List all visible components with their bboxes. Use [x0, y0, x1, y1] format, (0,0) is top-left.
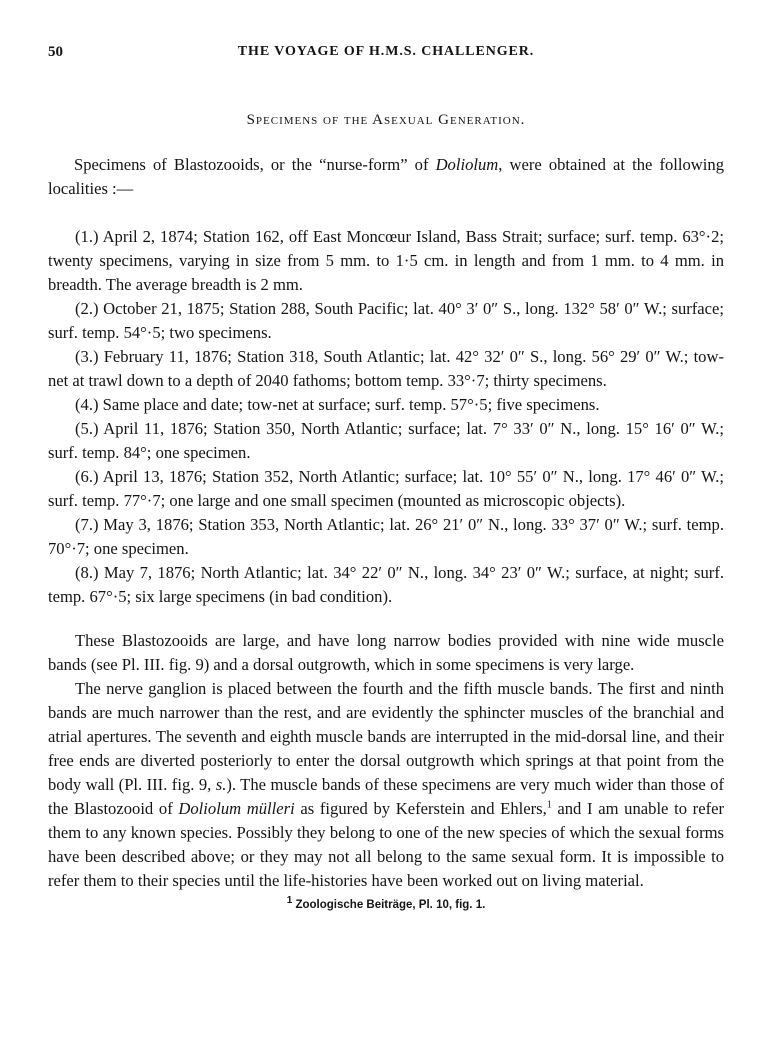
locality-item: (4.) Same place and date; tow-net at surface; surf. temp. 57°·5; five specimens.: [75, 395, 600, 414]
page-number: 50: [48, 44, 63, 60]
running-title: THE VOYAGE OF H.M.S. CHALLENGER.: [237, 44, 535, 59]
locality-item: (3.) February 11, 1876; Station 318, South Atlantic; lat. 42° 32′ 0″ S., long. 56° 29′ 0″ W.; tow-net at trawl down to a depth of 2040 fathoms; bottom temp. 33°·7; thirty specimens.: [48, 347, 724, 390]
locality-item: (7.) May 3, 1876; Station 353, North Atlantic; lat. 26° 21′ 0″ N., long. 33° 37′ 0″ W.; surf. temp. 70°·7; one specimen.: [48, 515, 724, 558]
section-title: Specimens of the Asexual Generation.: [246, 112, 526, 128]
description-paragraph: These Blastozooids are large, and have long narrow bodies provided with nine wide muscle bands (see Pl. III. fig. 9) and a dorsal outgrowth, which in some specimens is very large.: [48, 631, 724, 674]
page: [48, 44, 724, 911]
anatomy-text-1: The nerve ganglion is placed between the fourth and the fifth muscle bands. The first and ninth bands are much narrower than the rest, and are evidently the sphincter muscles of the branchial and atrial apertures. The seventh and eighth muscle bands are interrupted in the mid-dorsal line, and their free ends are diverted posteriorly to enter the dorsal outgrowth which springs at that point from the body wall (Pl. III. fig. 9,: [48, 679, 724, 794]
species-name: Doliolum mülleri: [178, 799, 295, 818]
intro-text-end: , were obtained at the following localities :—: [48, 155, 724, 198]
locality-item: (8.) May 7, 1876; North Atlantic; lat. 34° 22′ 0″ N., long. 34° 23′ 0″ W.; surface, at night; surf. temp. 67°·5; six large specimens (in bad condition).: [48, 563, 724, 606]
footnote-number: 1: [286, 895, 293, 907]
figure-reference: s.: [215, 775, 227, 794]
discussion: [48, 629, 724, 893]
page-header: [48, 44, 724, 66]
intro-paragraph: [48, 153, 724, 201]
footnote-marker: 1: [546, 799, 552, 811]
localities-list: [48, 225, 724, 609]
footnote: [48, 895, 724, 911]
intro-text-start: Specimens of Blastozooids, or the “nurse-form” of: [74, 155, 436, 174]
anatomy-text-4: and I am unable to refer them to any known species. Possibly they belong to one of the new species of which the sexual forms have been described above; or they may not all belong to the same sexual form. It is impossible to refer them to their species until the life-histories have been worked out on living material.: [48, 799, 724, 890]
anatomy-text-3: as figured by Keferstein and Ehlers,: [294, 799, 547, 818]
locality-item: (1.) April 2, 1874; Station 162, off East Moncœur Island, Bass Strait; surface; surf. temp. 63°·2; twenty specimens, varying in size from 5 mm. to 1·5 cm. in length and from 1 mm. to 4 mm. in breadth. The average breadth is 2 mm.: [48, 227, 724, 294]
footnote-text: Zoologische Beiträge, Pl. 10, fig. 1.: [295, 899, 486, 911]
locality-item: (2.) October 21, 1875; Station 288, South Pacific; lat. 40° 3′ 0″ S., long. 132° 58′ 0″ W.; surface; surf. temp. 54°·5; two specimens.: [48, 299, 724, 342]
locality-item: (6.) April 13, 1876; Station 352, North Atlantic; surface; lat. 10° 55′ 0″ N., long. 17° 46′ 0″ W.; surf. temp. 77°·7; one large and one small specimen (mounted as microscopic objects).: [48, 467, 724, 510]
genus-name: Doliolum: [435, 155, 499, 174]
anatomy-paragraph: [48, 677, 724, 893]
locality-item: (5.) April 11, 1876; Station 350, North Atlantic; surface; lat. 7° 33′ 0″ N., long. 15° 16′ 0″ W.; surf. temp. 84°; one specimen.: [48, 419, 724, 462]
anatomy-text-2: ). The muscle bands of these specimens are very much wider than those of the Blastozooid of: [48, 775, 724, 818]
